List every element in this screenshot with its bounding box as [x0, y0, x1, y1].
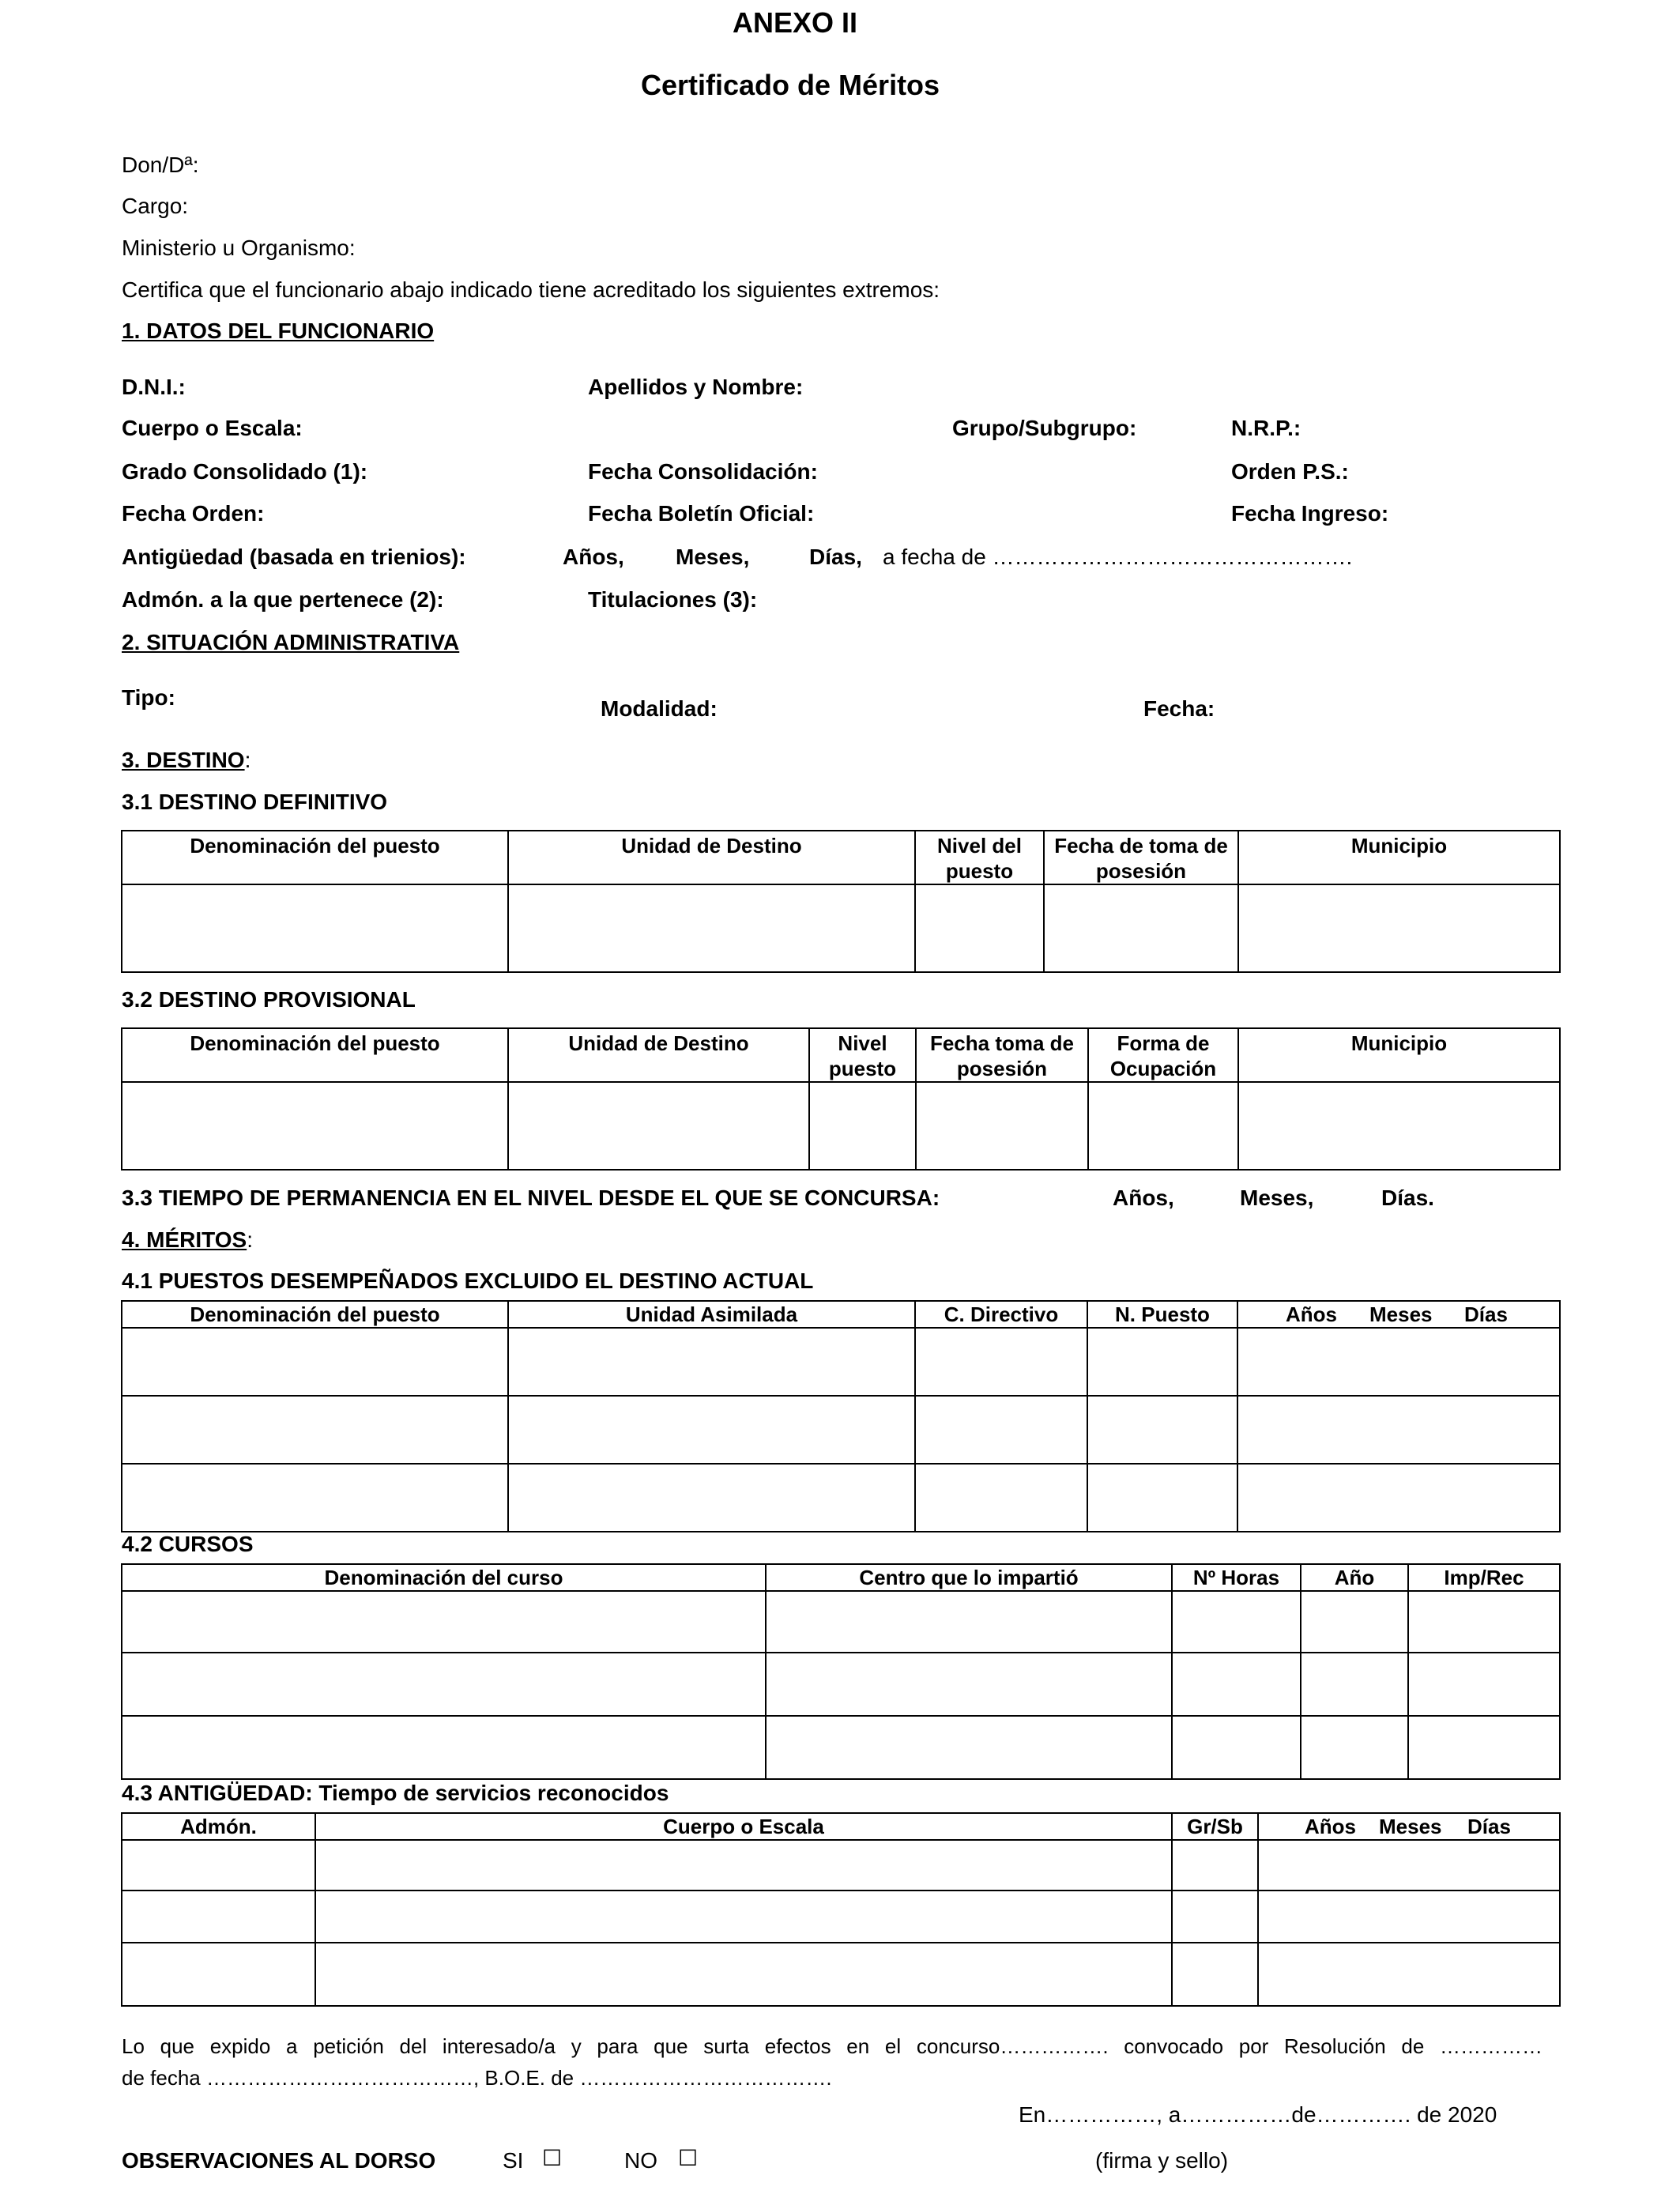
observaciones-label: OBSERVACIONES AL DORSO: [122, 2148, 436, 2173]
table-row: [122, 1653, 1560, 1716]
table-cell[interactable]: [1237, 1396, 1560, 1464]
section-1-title: 1. DATOS DEL FUNCIONARIO: [122, 319, 435, 343]
table-header-cell: C. Directivo: [915, 1301, 1087, 1328]
grupo-label: Grupo/Subgrupo:: [952, 416, 1137, 440]
table-header-cell: Nº Horas: [1172, 1564, 1301, 1591]
table-header-cell: Nivel puesto: [809, 1028, 916, 1082]
table-cell[interactable]: [1172, 1943, 1258, 2006]
antiguedad-label: Antigüedad (basada en trienios):: [122, 545, 466, 569]
table-cell[interactable]: [315, 1891, 1172, 1943]
table-header-cell: Municipio: [1238, 1028, 1560, 1082]
fecha-consolidacion-label: Fecha Consolidación:: [588, 459, 818, 484]
cursos-title: 4.2 CURSOS: [122, 1532, 254, 1556]
table-header-cell: Centro que lo impartió: [766, 1564, 1172, 1591]
table-row: [122, 1464, 1560, 1532]
table-cell[interactable]: [122, 1716, 766, 1779]
table-cell[interactable]: [508, 1396, 915, 1464]
table-cell[interactable]: [1087, 1328, 1237, 1396]
table-cell[interactable]: [1238, 1082, 1560, 1170]
destino-definitivo-table: [121, 830, 1561, 973]
table-cell[interactable]: [122, 1943, 315, 2006]
table-header-cell: Cuerpo o Escala: [315, 1813, 1172, 1840]
table-row: [122, 1328, 1560, 1396]
table-cell[interactable]: [508, 884, 915, 972]
table-cell[interactable]: [1087, 1464, 1237, 1532]
page-title: Certificado de Méritos: [641, 69, 940, 101]
table-cell[interactable]: [1408, 1716, 1560, 1779]
table-cell[interactable]: [508, 1328, 915, 1396]
table-cell[interactable]: [916, 1082, 1088, 1170]
table-cell[interactable]: [1172, 1891, 1258, 1943]
table-header-cell: Unidad de Destino: [508, 1028, 809, 1082]
tiempo-permanencia-label: 3.3 TIEMPO DE PERMANENCIA EN EL NIVEL DESDE EL QUE SE CONCURSA:: [122, 1186, 940, 1210]
tiempo-dias-label: Días.: [1381, 1186, 1434, 1210]
a-fecha-de-field: a fecha de ………………………………………….: [883, 545, 1353, 569]
titulaciones-label: Titulaciones (3):: [588, 587, 758, 612]
no-checkbox[interactable]: ☐: [678, 2146, 699, 2170]
table-header-cell: Denominación del curso: [122, 1564, 766, 1591]
si-checkbox[interactable]: ☐: [542, 2146, 563, 2170]
nrp-label: N.R.P.:: [1231, 416, 1301, 440]
table-header-cell: N. Puesto: [1087, 1301, 1237, 1328]
table-cell[interactable]: [122, 1082, 508, 1170]
table-cell[interactable]: [122, 1653, 766, 1716]
tiempo-meses-label: Meses,: [1240, 1186, 1314, 1210]
modalidad-label: Modalidad:: [601, 696, 718, 721]
cursos-table: [121, 1563, 1561, 1780]
table-cell[interactable]: [315, 1943, 1172, 2006]
table-cell[interactable]: [1087, 1396, 1237, 1464]
destino-definitivo-title: 3.1 DESTINO DEFINITIVO: [122, 790, 388, 814]
table-cell[interactable]: [508, 1464, 915, 1532]
fecha-orden-label: Fecha Orden:: [122, 501, 265, 526]
table-row: [122, 884, 1560, 972]
expido-text-line1: Lo que expido a petición del interesado/a y para que surta efectos en el concurso……………. convocado por Resolución de ……………: [122, 2034, 1543, 2058]
table-cell[interactable]: [1172, 1653, 1301, 1716]
table-cell[interactable]: [1172, 1840, 1258, 1891]
table-header-cell: Nivel del puesto: [915, 831, 1044, 884]
table-cell[interactable]: [1044, 884, 1238, 972]
table-row: [122, 1082, 1560, 1170]
annex-label: ANEXO II: [733, 6, 858, 39]
table-header-cell: Fecha toma de posesión: [916, 1028, 1088, 1082]
destino-provisional-title: 3.2 DESTINO PROVISIONAL: [122, 987, 416, 1012]
fecha-ingreso-label: Fecha Ingreso:: [1231, 501, 1389, 526]
table-cell[interactable]: [122, 1591, 766, 1653]
table-cell[interactable]: [1301, 1653, 1408, 1716]
dias-header: Días: [1464, 1302, 1508, 1326]
tiempo-anos-label: Años,: [1113, 1186, 1174, 1210]
section-2-title: 2. SITUACIÓN ADMINISTRATIVA: [122, 630, 460, 654]
no-label: NO: [624, 2148, 657, 2173]
meses-header: Meses: [1379, 1815, 1442, 1838]
table-header-cell: Gr/Sb: [1172, 1813, 1258, 1840]
table-cell[interactable]: [766, 1716, 1172, 1779]
table-header-cell: Año: [1301, 1564, 1408, 1591]
dni-label: D.N.I.:: [122, 375, 186, 399]
si-label: SI: [503, 2148, 524, 2173]
table-cell[interactable]: [1172, 1716, 1301, 1779]
table-cell[interactable]: [1301, 1716, 1408, 1779]
table-cell[interactable]: [915, 884, 1044, 972]
apellidos-label: Apellidos y Nombre:: [588, 375, 804, 399]
antiguedad-table: [121, 1812, 1561, 2007]
table-cell[interactable]: [1408, 1591, 1560, 1653]
table-cell[interactable]: [508, 1082, 809, 1170]
fecha-boletin-label: Fecha Boletín Oficial:: [588, 501, 815, 526]
table-row: [122, 1943, 1560, 2006]
table-cell[interactable]: [122, 884, 508, 972]
table-cell[interactable]: [122, 1396, 508, 1464]
table-cell[interactable]: [1172, 1591, 1301, 1653]
dias-header: Días: [1467, 1815, 1511, 1838]
table-cell[interactable]: [1088, 1082, 1238, 1170]
don-label: Don/Dª:: [122, 153, 199, 177]
orden-ps-label: Orden P.S.:: [1231, 459, 1349, 484]
table-header-cell: Denominación del puesto: [122, 1028, 508, 1082]
table-cell[interactable]: [1237, 1464, 1560, 1532]
antiguedad-servicios-title: 4.3 ANTIGÜEDAD: Tiempo de servicios reconocidos: [122, 1781, 669, 1805]
table-cell[interactable]: [122, 1464, 508, 1532]
table-cell[interactable]: [766, 1653, 1172, 1716]
table-cell[interactable]: [1301, 1591, 1408, 1653]
table-cell[interactable]: [1258, 1891, 1560, 1943]
table-cell[interactable]: [809, 1082, 916, 1170]
table-header-cell: Unidad de Destino: [508, 831, 915, 884]
table-cell[interactable]: [915, 1396, 1087, 1464]
table-row: [122, 1716, 1560, 1779]
table-cell[interactable]: [766, 1591, 1172, 1653]
table-cell[interactable]: [1408, 1653, 1560, 1716]
table-cell[interactable]: [122, 1891, 315, 1943]
table-cell[interactable]: [1238, 884, 1560, 972]
firma-sello-label: (firma y sello): [1095, 2148, 1229, 2173]
fecha-label: Fecha:: [1143, 696, 1215, 721]
puestos-table: [121, 1300, 1561, 1532]
table-cell[interactable]: [122, 1840, 315, 1891]
table-cell[interactable]: [122, 1328, 508, 1396]
table-row: [122, 1891, 1560, 1943]
table-header-cell: Forma de Ocupación: [1088, 1028, 1238, 1082]
cuerpo-label: Cuerpo o Escala:: [122, 416, 303, 440]
table-header-cell: Admón.: [122, 1813, 315, 1840]
section-4-title: 4. MÉRITOS:: [122, 1227, 253, 1252]
ministerio-label: Ministerio u Organismo:: [122, 236, 356, 260]
antiguedad-anos-label: Años,: [563, 545, 624, 569]
tipo-label: Tipo:: [122, 685, 175, 710]
table-header-cell: Denominación del puesto: [122, 1301, 508, 1328]
table-header-cell: Fecha de toma de posesión: [1044, 831, 1238, 884]
table-cell[interactable]: [1258, 1943, 1560, 2006]
antiguedad-dias-label: Días,: [809, 545, 862, 569]
expido-text-line2: de fecha …………………………………, B.O.E. de ……………………………….: [122, 2066, 832, 2090]
place-date-line: En……………, a……………de…………. de 2020: [1019, 2102, 1497, 2127]
table-cell[interactable]: [1258, 1840, 1560, 1891]
table-header-cell: [1258, 1813, 1560, 1840]
antiguedad-meses-label: Meses,: [676, 545, 750, 569]
section-3-title: 3. DESTINO:: [122, 748, 251, 772]
table-row: [122, 1591, 1560, 1653]
table-row: [122, 1396, 1560, 1464]
table-header-cell: Unidad Asimilada: [508, 1301, 915, 1328]
table-row: [122, 1840, 1560, 1891]
table-cell[interactable]: [915, 1464, 1087, 1532]
table-header-cell: Municipio: [1238, 831, 1560, 884]
certifica-text: Certifica que el funcionario abajo indicado tiene acreditado los siguientes extremos:: [122, 277, 940, 302]
table-header-cell: Denominación del puesto: [122, 831, 508, 884]
table-header-cell: Imp/Rec: [1408, 1564, 1560, 1591]
destino-provisional-table: [121, 1027, 1561, 1171]
puestos-desempenados-title: 4.1 PUESTOS DESEMPEÑADOS EXCLUIDO EL DESTINO ACTUAL: [122, 1269, 814, 1293]
table-cell[interactable]: [1237, 1328, 1560, 1396]
anos-header: Años: [1305, 1815, 1356, 1838]
grado-label: Grado Consolidado (1):: [122, 459, 368, 484]
table-header-cell: [1237, 1301, 1560, 1328]
cargo-label: Cargo:: [122, 194, 189, 218]
table-cell[interactable]: [315, 1840, 1172, 1891]
anos-header: Años: [1286, 1302, 1337, 1326]
table-cell[interactable]: [915, 1328, 1087, 1396]
meses-header: Meses: [1369, 1302, 1433, 1326]
admon-label: Admón. a la que pertenece (2):: [122, 587, 444, 612]
